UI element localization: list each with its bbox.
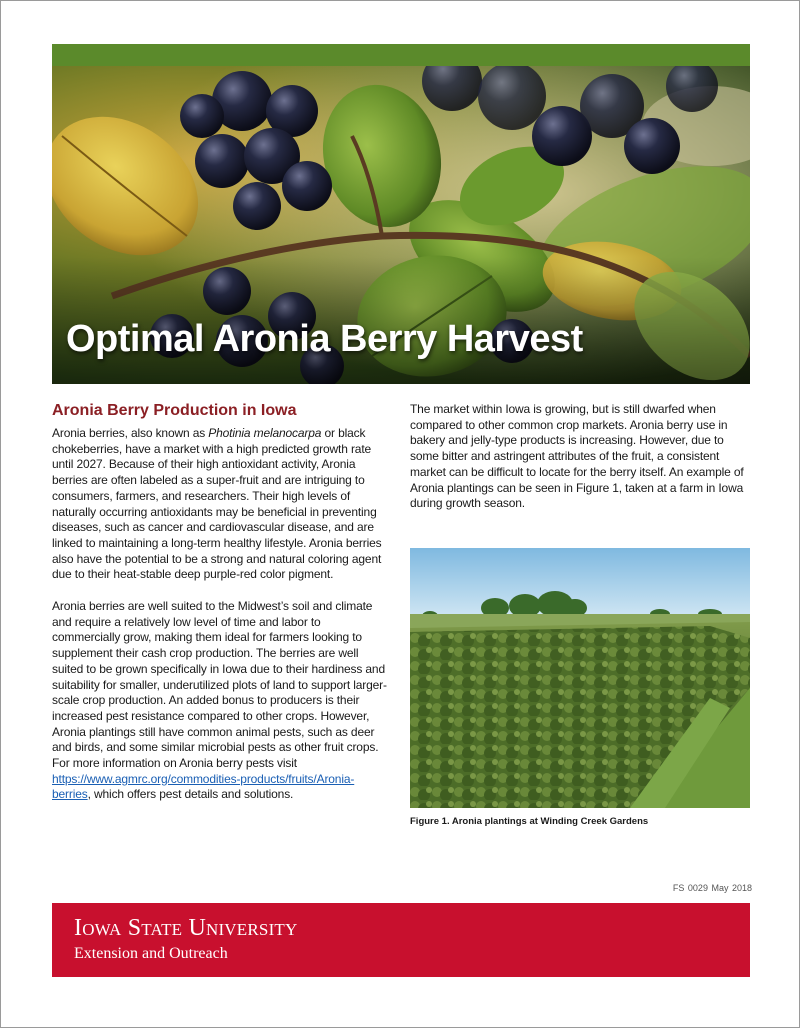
figure-caption: Figure 1. Aronia plantings at Winding Creek Gardens bbox=[410, 816, 649, 827]
university-name: Iowa State University bbox=[74, 915, 298, 941]
publication-info bbox=[673, 883, 752, 893]
intro-text-start: Aronia berries, also known as bbox=[52, 426, 209, 440]
header-accent-bar bbox=[52, 44, 750, 66]
figure-1-photo bbox=[410, 548, 750, 808]
aronia-field-illustration bbox=[410, 548, 750, 808]
left-column bbox=[52, 402, 390, 819]
production-text-end: , which offers pest details and solutions. bbox=[87, 787, 294, 802]
doc-id: FS 0029 bbox=[672, 883, 708, 893]
intro-paragraph bbox=[52, 426, 390, 583]
unit-name: Extension and Outreach bbox=[74, 945, 228, 962]
publication-date: May 2018 bbox=[711, 883, 752, 893]
intro-text-end: or black chokeberries, have a market with a high predicted growth rate until 2027. Because of their high antioxidant activity, Aronia berries are often labeled as a super-fruit and are intriguing to consumers, farmers, and researchers. Their high levels of naturally occurring antioxidants may be beneficial in preventing diseases, such as cancer and cardiovascular disease, and are linked to maintaining a long-term healthy lifestyle. Aronia berries also have the potential to be a strong and natural coloring agent due to their heat-stable deep purple-red color pigment. bbox=[52, 426, 382, 582]
section-heading: Aronia Berry Production in Iowa bbox=[52, 402, 297, 419]
production-paragraph bbox=[52, 599, 390, 803]
page-title: Optimal Aronia Berry Harvest bbox=[66, 318, 583, 360]
agmrc-link[interactable]: https://www.agmrc.org/commodities-products/fruits/Aronia-berries bbox=[52, 771, 355, 802]
university-banner bbox=[52, 903, 750, 977]
market-paragraph: The market within Iowa is growing, but is still dwarfed when compared to other common crop markets. Aronia berry use in bakery and jelly-type products is increasing. However, due to some bitter and astringent attributes of the fruit, a consistent market can be difficult to locate for the berry itself. An example of Aronia plantings can be seen in Figure 1, taken at a farm in Iowa during growth season. bbox=[410, 402, 744, 511]
right-column bbox=[410, 402, 750, 528]
production-text: Aronia berries are well suited to the Midwest’s soil and climate and require a relatively low level of time and labor to commercially grow, making them ideal for farmers looking to supplement their cash crop production. The berries are well suited to be grown specifically in Iowa due to their hardiness and suitability for smaller, underutilized plots of land to support larger-scale crop production. An added bonus to producers is their increased pest resistance compared to other crops. However, Aronia plantings still have common animal pests, such as deer and birds, and some similar microbial pests as other fruit crops. For more information on Aronia berry pests visit bbox=[52, 599, 387, 771]
hero-image bbox=[52, 66, 750, 384]
species-name: Photinia melanocarpa bbox=[208, 426, 322, 440]
